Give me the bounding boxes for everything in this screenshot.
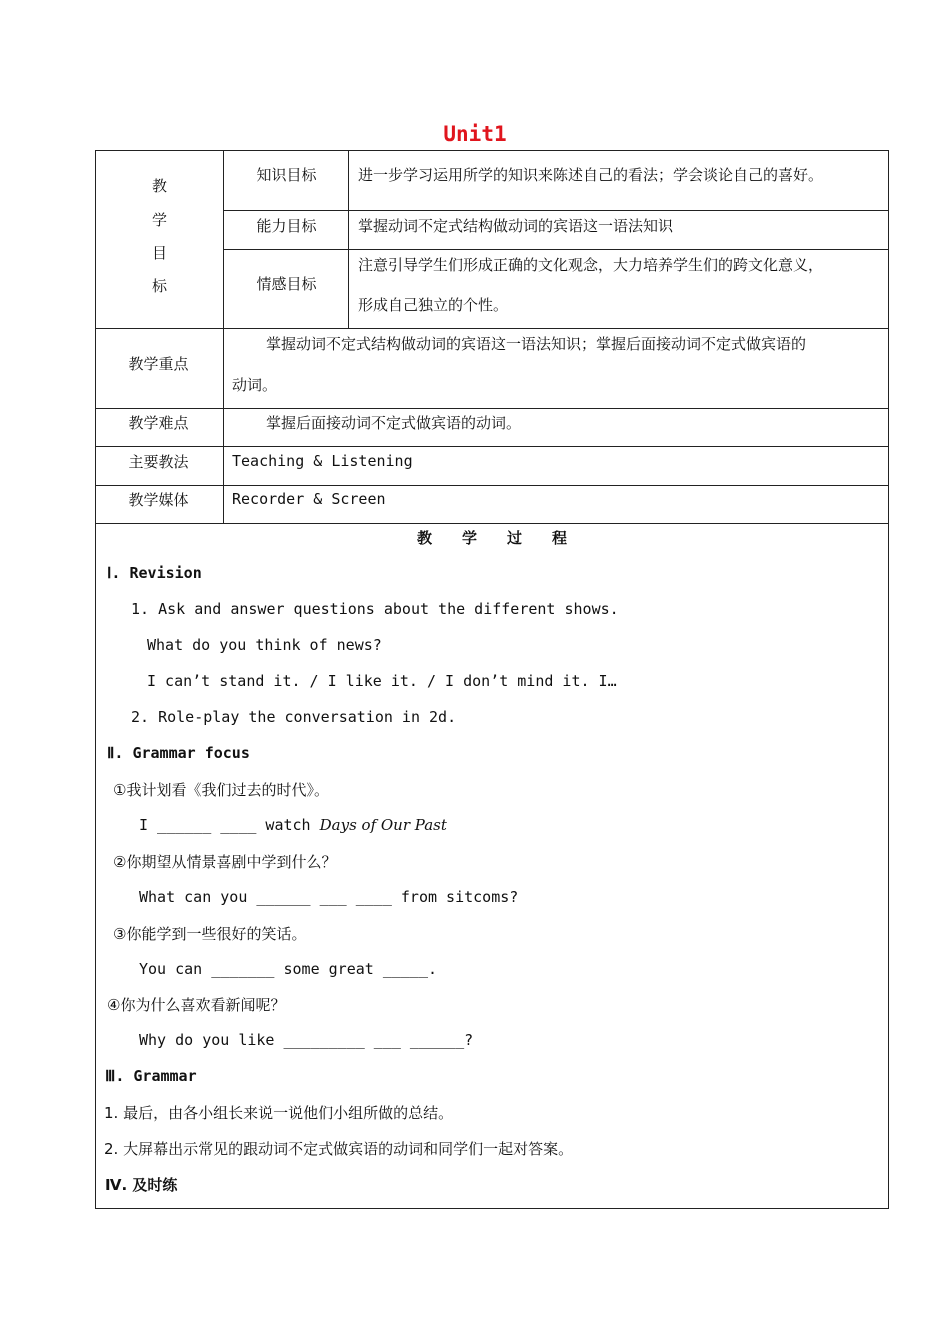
revision-question-1: What do you think of news? bbox=[147, 636, 382, 654]
media-text: Recorder & Screen bbox=[232, 490, 386, 508]
sentence-3-chinese: ③你能学到一些很好的笑话。 bbox=[113, 925, 307, 943]
objectives-label-char-4: 标 bbox=[151, 277, 167, 295]
knowledge-objective-label: 知识目标 bbox=[256, 166, 317, 184]
ability-objective-text: 掌握动词不定式结构做动词的宾语这一语法知识 bbox=[358, 217, 674, 235]
sentence-4-english: Why do you like _________ ___ ______? bbox=[139, 1031, 474, 1049]
revision-heading: Ⅰ. Revision bbox=[107, 564, 202, 582]
ability-objective-label: 能力目标 bbox=[256, 217, 317, 235]
grammar-focus-heading: Ⅱ. Grammar focus bbox=[107, 744, 250, 762]
sentence-2-chinese: ②你期望从情景喜剧中学到什么？ bbox=[113, 853, 337, 871]
key-points-label: 教学重点 bbox=[128, 355, 189, 373]
document-title: Unit1 bbox=[443, 122, 507, 146]
objectives-label-char-3: 目 bbox=[151, 244, 167, 262]
sentence-1-english bbox=[139, 816, 447, 834]
grammar-heading: Ⅲ. Grammar bbox=[105, 1067, 197, 1085]
grammar-item-1: 1. 最后，由各小组长来说一说他们小组所做的总结。 bbox=[104, 1104, 454, 1122]
sentence-1-blanks: I ______ ____ watch bbox=[139, 816, 320, 834]
key-points-line-2: 动词。 bbox=[232, 376, 278, 394]
sentence-1-chinese: ①我计划看《我们过去的时代》。 bbox=[113, 781, 329, 799]
emotion-objective-line-2: 形成自己独立的个性。 bbox=[358, 296, 509, 314]
sentence-2-english: What can you ______ ___ ____ from sitcoms? bbox=[139, 888, 519, 906]
methods-text: Teaching & Listening bbox=[232, 452, 413, 470]
revision-item-2: 2. Role-play the conversation in 2d. bbox=[131, 708, 457, 726]
difficulties-text: 掌握后面接动词不定式做宾语的动词。 bbox=[266, 414, 522, 432]
knowledge-objective-text: 进一步学习运用所学的知识来陈述自己的看法；学会谈论自己的喜好。 bbox=[358, 166, 824, 184]
objectives-label-char-1: 教 bbox=[151, 177, 167, 195]
grammar-item-2: 2. 大屏幕出示常见的跟动词不定式做宾语的动词和同学们一起对答案。 bbox=[104, 1140, 574, 1158]
objectives-label-char-2: 学 bbox=[151, 211, 167, 229]
emotion-objective-line-1: 注意引导学生们形成正确的文化观念，大力培养学生们的跨文化意义， bbox=[358, 256, 824, 274]
sentence-3-english: You can _______ some great _____. bbox=[139, 960, 438, 978]
revision-answer-options: I can’t stand it. / I like it. / I don’t mind it. I… bbox=[147, 672, 617, 690]
process-heading: 教 学 过 程 bbox=[416, 529, 567, 547]
emotion-objective-label: 情感目标 bbox=[256, 275, 317, 293]
show-title: Days of Our Past bbox=[319, 816, 447, 834]
revision-item-1: 1. Ask and answer questions about the different shows. bbox=[131, 600, 619, 618]
media-label: 教学媒体 bbox=[128, 491, 189, 509]
key-points-line-1: 掌握动词不定式结构做动词的宾语这一语法知识；掌握后面接动词不定式做宾语的 bbox=[266, 335, 807, 353]
difficulties-label: 教学难点 bbox=[128, 414, 189, 432]
practice-heading: Ⅳ. 及时练 bbox=[105, 1176, 178, 1194]
sentence-4-chinese: ④你为什么喜欢看新闻呢？ bbox=[107, 996, 286, 1014]
methods-label: 主要教法 bbox=[128, 453, 189, 471]
